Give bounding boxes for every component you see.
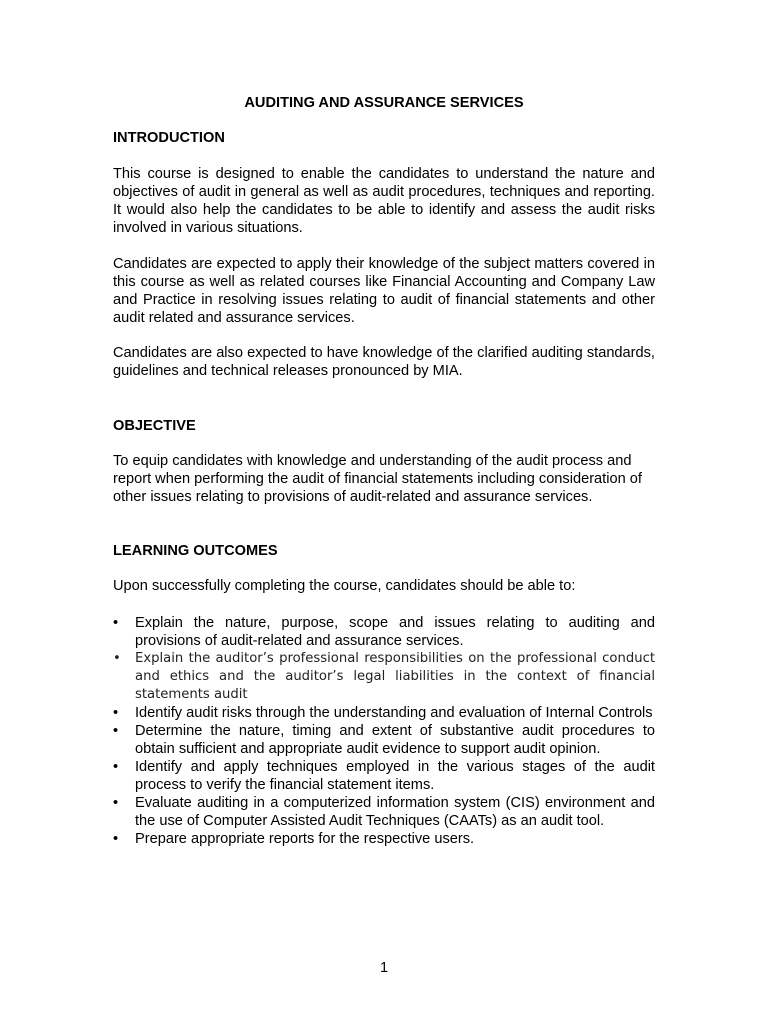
list-item-text: Prepare appropriate reports for the respective users. — [135, 831, 475, 847]
list-item — [113, 650, 655, 704]
bullet-icon: • — [113, 795, 119, 811]
list-item-text: Identify audit risks through the understanding and evaluation of Internal Controls — [135, 705, 653, 721]
list-item — [113, 830, 655, 848]
list-item-text: Explain the auditor’s professional responsibilities on the professional conduct and ethics and the auditor’s legal liabilities in the context of financial statements audit — [135, 651, 655, 702]
bullet-icon: • — [113, 651, 121, 666]
bullet-icon: • — [113, 615, 119, 631]
bullet-icon: • — [113, 759, 119, 775]
learning-outcomes-heading: LEARNING OUTCOMES — [113, 543, 278, 559]
objective-heading: OBJECTIVE — [113, 418, 196, 434]
bullet-icon: • — [113, 705, 119, 721]
list-item — [113, 704, 655, 722]
learning-outcomes-list — [113, 614, 655, 848]
introduction-heading: INTRODUCTION — [113, 130, 225, 146]
list-item-text: Evaluate auditing in a computerized information system (CIS) environment and the use of Computer Assisted Audit Techniques (CAATs) as an audit tool. — [135, 795, 655, 829]
introduction-paragraph-1: This course is designed to enable the candidates to understand the nature and objectives of audit in general as well as audit procedures, techniques and reporting. It would also help the candidates to be able to identify and assess the audit risks involved in various situations. — [113, 166, 655, 236]
document-title: AUDITING AND ASSURANCE SERVICES — [244, 95, 524, 111]
list-item — [113, 614, 655, 650]
bullet-icon: • — [113, 723, 119, 739]
list-item-text: Determine the nature, timing and extent of substantive audit procedures to obtain sufficient and appropriate audit evidence to support audit opinion. — [135, 723, 655, 757]
bullet-icon: • — [113, 831, 119, 847]
introduction-paragraph-2: Candidates are expected to apply their knowledge of the subject matters covered in this course as well as related courses like Financial Accounting and Company Law and Practice in resolving issues relating to audit of financial statements and other audit related and assurance services. — [113, 256, 655, 326]
introduction-paragraph-3: Candidates are also expected to have knowledge of the clarified auditing standards, guidelines and technical releases pronounced by MIA. — [113, 345, 655, 379]
page-number: 1 — [379, 960, 389, 976]
objective-paragraph: To equip candidates with knowledge and understanding of the audit process and report when performing the audit of financial statements including consideration of other issues relating to provisions of audit-related and assurance services. — [113, 453, 642, 505]
list-item-text: Identify and apply techniques employed in the various stages of the audit process to verify the financial statement items. — [135, 759, 655, 793]
list-item — [113, 758, 655, 794]
list-item-text: Explain the nature, purpose, scope and issues relating to auditing and provisions of audit-related and assurance services. — [135, 615, 655, 649]
list-item — [113, 794, 655, 830]
learning-outcomes-intro: Upon successfully completing the course, candidates should be able to: — [113, 578, 576, 594]
list-item — [113, 722, 655, 758]
